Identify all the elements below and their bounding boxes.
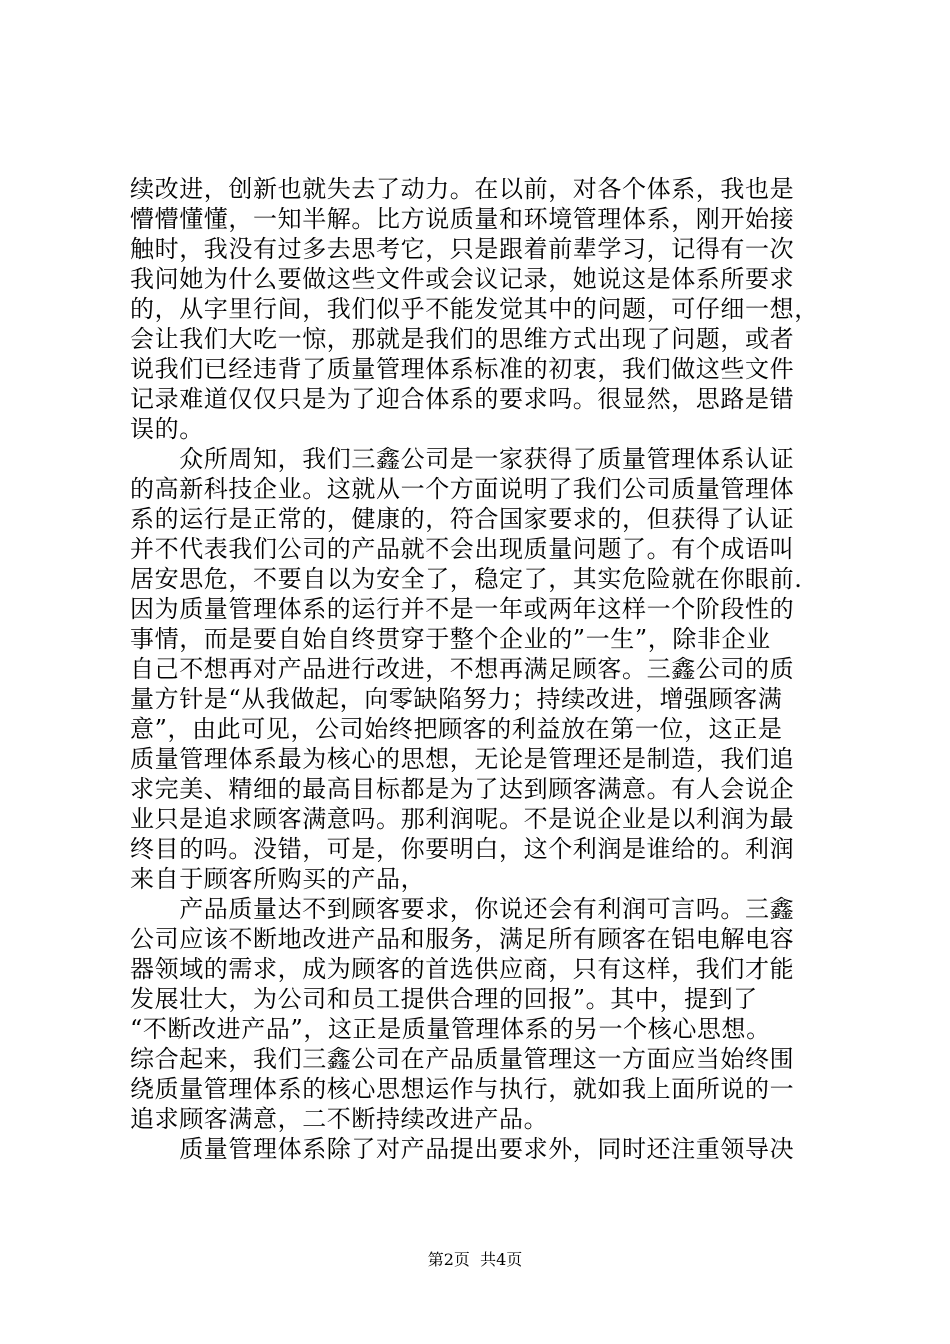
text-line: 因为质量管理体系的运行并不是一年或两年这样一个阶段性的 bbox=[130, 595, 795, 623]
text-line: 懵懵懂懂，一知半解。比方说质量和环境管理体系，刚开始接 bbox=[130, 205, 795, 233]
text-line: 误的。 bbox=[130, 415, 204, 443]
text-line: 自己不想再对产品进行改进，不想再满足顾客。三鑫公司的质 bbox=[130, 655, 795, 683]
text-line: 追求顾客满意，二不断持续改进产品。 bbox=[130, 1105, 549, 1133]
text-line: 求完美、精细的最高目标都是为了达到顾客满意。有人会说企 bbox=[130, 775, 795, 803]
text-line: 质量管理体系最为核心的思想，无论是管理还是制造，我们追 bbox=[130, 745, 795, 773]
text-line: 的高新科技企业。这就从一个方面说明了我们公司质量管理体 bbox=[130, 475, 795, 503]
text-line: 众所周知，我们三鑫公司是一家获得了质量管理体系认证 bbox=[130, 445, 795, 473]
text-line: 终目的吗。没错，可是，你要明白，这个利润是谁给的。利润 bbox=[130, 835, 795, 863]
text-line: 质量管理体系除了对产品提出要求外，同时还注重领导决 bbox=[130, 1135, 795, 1163]
text-line: 产品质量达不到顾客要求，你说还会有利润可言吗。三鑫 bbox=[130, 895, 795, 923]
text-line: 续改进，创新也就失去了动力。在以前，对各个体系，我也是 bbox=[130, 175, 795, 203]
page-number-footer: 第2页 共4页 bbox=[427, 1250, 523, 1269]
body-text bbox=[130, 174, 830, 1164]
text-line: 量方针是“从我做起，向零缺陷努力；持续改进，增强顾客满 bbox=[130, 685, 783, 713]
text-line: 发展壮大，为公司和员工提供合理的回报”。其中，提到了 bbox=[130, 985, 758, 1013]
text-line: 居安思危，不要自以为安全了，稳定了，其实危险就在你眼前. bbox=[130, 565, 803, 593]
text-line: 触时，我没有过多去思考它，只是跟着前辈学习，记得有一次 bbox=[130, 235, 795, 263]
text-line: “不断改进产品”，这正是质量管理体系的另一个核心思想。 bbox=[130, 1015, 771, 1043]
text-line: 综合起来，我们三鑫公司在产品质量管理这一方面应当始终围 bbox=[130, 1045, 795, 1073]
text-line: 绕质量管理体系的核心思想运作与执行，就如我上面所说的一 bbox=[130, 1075, 795, 1103]
text-line: 事情，而是要自始自终贯穿于整个企业的”一生”，除非企业 bbox=[130, 625, 771, 653]
text-line: 说我们已经违背了质量管理体系标准的初衷，我们做这些文件 bbox=[130, 355, 795, 383]
text-line: 我问她为什么要做这些文件或会议记录，她说这是体系所要求 bbox=[130, 265, 795, 293]
text-line: 公司应该不断地改进产品和服务，满足所有顾客在铝电解电容 bbox=[130, 925, 795, 953]
text-line: 会让我们大吃一惊，那就是我们的思维方式出现了问题，或者 bbox=[130, 325, 795, 353]
text-line: 来自于顾客所购买的产品， bbox=[130, 865, 426, 893]
text-line: 意”，由此可见，公司始终把顾客的利益放在第一位，这正是 bbox=[130, 715, 783, 743]
text-line: 并不代表我们公司的产品就不会出现质量问题了。有个成语叫 bbox=[130, 535, 795, 563]
text-line: 记录难道仅仅只是为了迎合体系的要求吗。很显然，思路是错 bbox=[130, 385, 795, 413]
text-line: 系的运行是正常的，健康的，符合国家要求的，但获得了认证 bbox=[130, 505, 795, 533]
text-line: 的，从字里行间，我们似乎不能发觉其中的问题，可仔细一想， bbox=[130, 295, 819, 323]
text-line: 业只是追求顾客满意吗。那利润呢。不是说企业是以利润为最 bbox=[130, 805, 795, 833]
text-line: 器领域的需求，成为顾客的首选供应商，只有这样，我们才能 bbox=[130, 955, 795, 983]
